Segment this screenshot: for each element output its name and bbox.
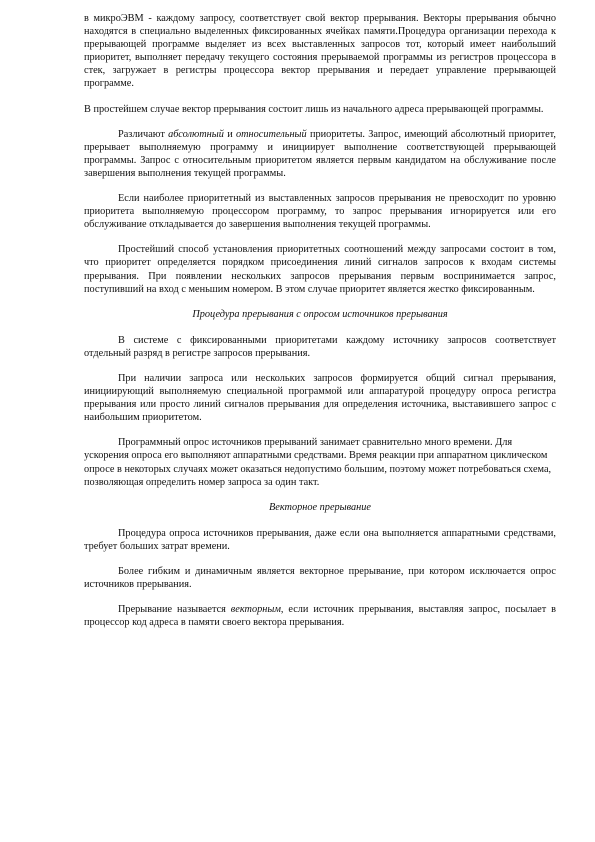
text-run: Прерывание называется <box>118 604 231 616</box>
paragraph-vector-definition <box>84 603 556 629</box>
paragraph-priority-types <box>84 128 556 180</box>
paragraph-request-register: В системе с фиксированными приоритетами каждому источнику запросов соответствует отдельный разряд в регистре запросов прерывания. <box>84 334 556 359</box>
document-page <box>84 12 556 641</box>
emphasis-vector: векторным <box>230 604 281 616</box>
paragraph-software-polling: Программный опрос источников прерываний занимает сравнительно много времени. Для ускорения опроса его выполняют аппаратными средствами. Время реакции при аппаратном циклическом опросе в некоторых случаях может оказаться недопустимо большим, поэтому может потребоваться схема, позволяющая определить номер запроса за один такт. <box>84 437 552 488</box>
text-run: Различают <box>118 128 169 140</box>
paragraph-interrupt-vectors: в микроЭВМ - каждому запросу, соответствует свой вектор прерывания. Векторы прерывания обычно находятся в специально выделенных фиксированных ячейках памяти.Процедура организации перехода к прерывающей программе выделяет из всех выставленных запросов тот, который имеет наибольший приоритет, выполняет передачу текущего состояния прерываемой программы из регистров процессора в стек, загружает в регистры процессора вектор прерывания и передает управление прерывающей программе. <box>84 13 556 90</box>
section-heading-polling: Процедура прерывания с опросом источников прерывания <box>192 308 448 320</box>
emphasis-absolute: абсолютный <box>168 128 224 140</box>
text-run: и <box>223 128 236 140</box>
section-heading-vector-interrupt: Векторное прерывание <box>268 501 372 513</box>
text-run: , если источник прерывания, выставляя запрос, посылает в процессор код адреса в памяти своего вектора прерывания. <box>84 604 556 629</box>
emphasis-relative: относительный <box>235 128 307 140</box>
paragraph-simple-vector: В простейшем случае вектор прерывания состоит лишь из начального адреса прерывающей программы. <box>84 103 544 115</box>
paragraph-flexible-vector: Более гибким и динамичным является векторное прерывание, при котором исключается опрос источников прерывания. <box>84 566 556 591</box>
text-run: приоритеты. Запрос, имеющий абсолютный приоритет, прерывает выполняемую программу и инициирует выполнение соответствующей прерывающей программы. Запрос с относительным приоритетом является первым кандидатом на обслуживание после завершения выполнения текущей программы. <box>84 128 556 179</box>
paragraph-ignored-request: Если наиболее приоритетный из выставленных запросов прерывания не превосходит по уровню приоритета выполняемую процессором программу, то запрос прерывания игнорируется или его обслуживание откладывается до завершения выполнения текущей программы. <box>84 193 556 231</box>
paragraph-polling-cost: Процедура опроса источников прерывания, даже если она выполняется аппаратными средствами, требует больших затрат времени. <box>84 527 556 552</box>
paragraph-fixed-priority: Простейший способ установления приоритетных соотношений между запросами состоит в том, что приоритет определяется порядком присоединения линий сигналов запросов к входам системы прерывания. При появлении нескольких запросов прерывания первым воспринимается запрос, поступивший на вход с меньшим номером. В этом случае приоритет является жестко фиксированным. <box>84 244 556 295</box>
paragraph-common-signal: При наличии запроса или нескольких запросов формируется общий сигнал прерывания, инициирующий выполняемую специальной программой или аппаратурой процедуру опроса регистра прерывания или просто линий сигналов прерывания для определения источника, выставившего запрос с наибольшим приоритетом. <box>84 372 556 424</box>
